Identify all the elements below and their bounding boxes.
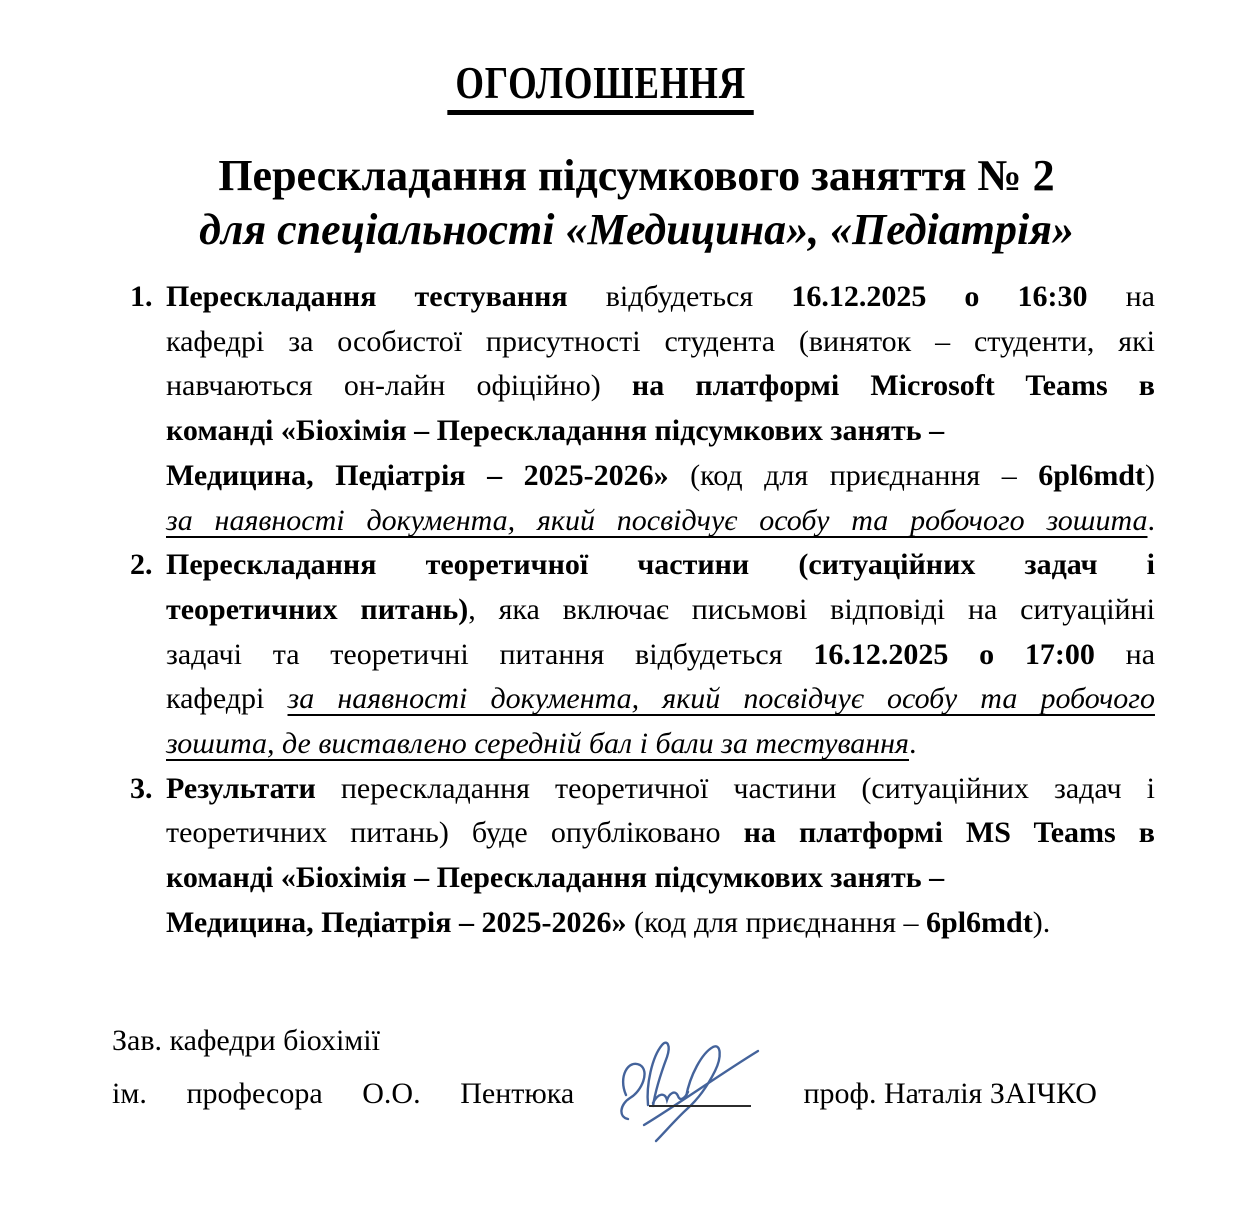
paragraph-line bbox=[166, 588, 1155, 633]
text-segment: 16.12.2025 о 16:30 bbox=[791, 280, 1088, 313]
text-segment: (код для приєднання – bbox=[626, 905, 927, 939]
text-segment: відбудеться bbox=[567, 280, 792, 313]
text-segment: кафедрі bbox=[166, 682, 288, 716]
paragraph-line bbox=[166, 320, 1155, 365]
signature-word: Пентюка bbox=[460, 1076, 575, 1110]
paragraph-number: 2. bbox=[130, 548, 153, 582]
paragraph-line bbox=[166, 901, 1155, 946]
paragraph-line bbox=[166, 409, 1155, 454]
text-segment: Медицина, Педіатрія – 2025-2026» bbox=[166, 905, 627, 939]
paragraph-line bbox=[166, 767, 1155, 812]
paragraph-line bbox=[166, 275, 1155, 320]
paragraph-line bbox=[166, 722, 1155, 767]
subtitle-line-1: Перескладання підсумкового заняття № 2 bbox=[218, 151, 1055, 200]
signature-word: професора bbox=[186, 1076, 323, 1110]
paragraph-list bbox=[130, 275, 1155, 946]
paragraph-line bbox=[166, 811, 1155, 856]
text-segment: . bbox=[909, 727, 917, 761]
text-segment: Медицина, Педіатрія – 2025-2026» bbox=[166, 458, 669, 492]
signer-name: проф. Наталія ЗАІЧКО bbox=[803, 1076, 1097, 1110]
paragraph-number: 1. bbox=[130, 280, 153, 313]
text-segment: 16.12.2025 о 17:00 bbox=[813, 637, 1095, 671]
paragraph-line bbox=[166, 543, 1155, 588]
text-segment: . bbox=[1147, 503, 1155, 537]
text-segment: навчаються он-лайн офіційно) bbox=[166, 369, 632, 403]
paragraph-line bbox=[166, 454, 1155, 499]
paragraph-line bbox=[166, 633, 1155, 678]
text-segment: Результати bbox=[166, 771, 316, 805]
signature-underscore-line bbox=[649, 1105, 751, 1107]
page-title-text: ОГОЛОШЕННЯ bbox=[447, 60, 754, 115]
text-segment: зошита, де виставлено середній бал і бали за тестування bbox=[166, 727, 909, 761]
text-segment: на bbox=[1094, 637, 1156, 671]
signature-word: О.О. bbox=[362, 1076, 421, 1110]
text-segment: ) bbox=[1144, 458, 1155, 492]
text-segment: на bbox=[1087, 280, 1155, 313]
paragraph-line bbox=[166, 499, 1155, 544]
text-segment: 6pl6mdt bbox=[926, 905, 1033, 939]
text-segment: за наявності документа, який посвідчує особу та робочого зошита bbox=[166, 503, 1148, 537]
signature-role-line-2 bbox=[112, 1071, 1097, 1116]
text-segment: ). bbox=[1032, 905, 1051, 939]
paragraph-line bbox=[166, 856, 1155, 901]
paragraph-lines bbox=[166, 767, 1155, 946]
text-segment: кафедрі за особистої присутності студента (виняток – студенти, які bbox=[166, 324, 1155, 358]
paragraph-number: 3. bbox=[130, 771, 153, 805]
text-segment: Перескладання тестування bbox=[166, 280, 568, 313]
text-segment: теоретичних питань) буде опубліковано bbox=[166, 816, 744, 850]
text-segment: 6pl6mdt bbox=[1038, 458, 1145, 492]
paragraph-2 bbox=[130, 543, 1155, 767]
signature-word: ім. bbox=[112, 1076, 147, 1110]
page-title bbox=[0, 57, 1221, 115]
text-segment: за наявності документа, який посвідчує особу та робочого bbox=[287, 682, 1155, 716]
signature-role-line-1: Зав. кафедри біохімії bbox=[112, 1023, 380, 1057]
paragraph-1 bbox=[130, 275, 1155, 543]
text-segment: перескладання теоретичної частини (ситуаційних задач і bbox=[315, 771, 1155, 805]
handwritten-signature-icon bbox=[614, 1035, 764, 1147]
paragraph-lines bbox=[166, 275, 1155, 543]
text-segment: команді «Біохімія – Перескладання підсумкових занять – bbox=[166, 861, 945, 895]
signature-block bbox=[112, 1018, 1097, 1116]
text-segment: на платформі MS Teams в bbox=[743, 816, 1156, 850]
text-segment: теоретичних питань) bbox=[166, 592, 469, 626]
text-segment: задачі та теоретичні питання відбудеться bbox=[166, 637, 814, 671]
text-segment: (код для приєднання – bbox=[668, 458, 1039, 492]
subtitle-line-2: для спеціальності «Медицина», «Педіатрія» bbox=[199, 205, 1074, 254]
paragraph-lines bbox=[166, 543, 1155, 767]
paragraph-line bbox=[166, 364, 1155, 409]
paragraph-3 bbox=[130, 767, 1155, 946]
text-segment: команді «Біохімія – Перескладання підсумкових занять – bbox=[166, 414, 945, 448]
text-segment: , яка включає письмові відповіді на ситуаційні bbox=[468, 592, 1155, 626]
text-segment: Перескладання теоретичної частини (ситуаційних задач і bbox=[166, 548, 1155, 582]
text-segment: на платформі Microsoft Teams в bbox=[631, 369, 1155, 403]
paragraph-line bbox=[166, 677, 1155, 722]
handwritten-signature bbox=[614, 1073, 764, 1103]
